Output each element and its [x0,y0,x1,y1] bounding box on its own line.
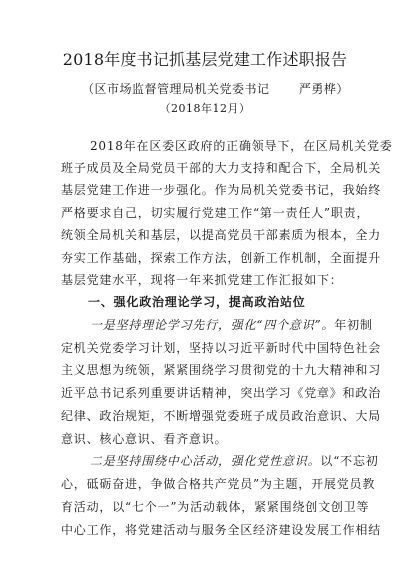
paragraph-text: 以“不忘初 [320,454,379,468]
paragraph-line: 近平总书记系列重要讲话精神，突出学习《党章》和政治 [61,386,382,400]
paragraph-line [90,317,373,333]
paragraph-line: 中心工作，将党建活动与服务全区经济建设发展工作相结 [61,523,382,537]
paragraph-lead: 一是坚持理论学习先行，强化“四个意识”。 [90,318,335,332]
paragraph-line: 主义思想为统领，紧紧围绕学习贯彻党的十九大精神和习 [61,363,382,377]
paragraph-line: 夯实工作基础，探索工作方法，创新工作机制，全面提升 [61,251,382,265]
paragraph-line: 严格要求自己，切实履行党建工作“第一责任人”职责， [61,206,370,220]
paragraph-line: 纪律、政治规矩，不断增强党委班子成员政治意识、大局 [61,409,382,423]
document-subtitle: （区市场监督管理局机关党委书记 严勇桦） [82,82,349,96]
paragraph-line: 定机关党委学习计划，坚持以习近平新时代中国特色社会 [61,341,382,355]
document-title: 2018年度书记抓基层党建工作述职报告 [62,50,348,69]
paragraph-line: 基层党建水平，现将一年来抓党建工作汇报如下： [61,273,343,287]
paragraph-line: 基层党建工作进一步强化。作为局机关党委书记，我始终 [61,183,382,197]
section-heading: 一、强化政治理论学习，提高政治站位 [88,295,306,309]
paragraph-line [90,453,379,469]
paragraph-line: 意识、核心意识、看齐意识。 [61,432,228,446]
paragraph-line: 心，砥砺奋进，争做合格共产党员”为主题，开展党员教 [61,477,376,491]
document-date: （2018年12月） [159,102,251,115]
paragraph-line: 班子成员及全局党员干部的大力支持和配合下，全局机关 [61,161,382,175]
paragraph-line: 育活动，以“七个一”为活动载体，紧紧围绕创文创卫等 [61,500,370,514]
paragraph-text: 年初制 [334,318,373,332]
paragraph-line: 统领全局机关和基层，以提高党员干部素质为根本，全力 [61,228,382,242]
paragraph-lead: 二是坚持围绕中心活动，强化党性意识。 [90,454,321,468]
paragraph-line: 2018年在区委区政府的正确领导下，在区局机关党委 [90,139,393,153]
